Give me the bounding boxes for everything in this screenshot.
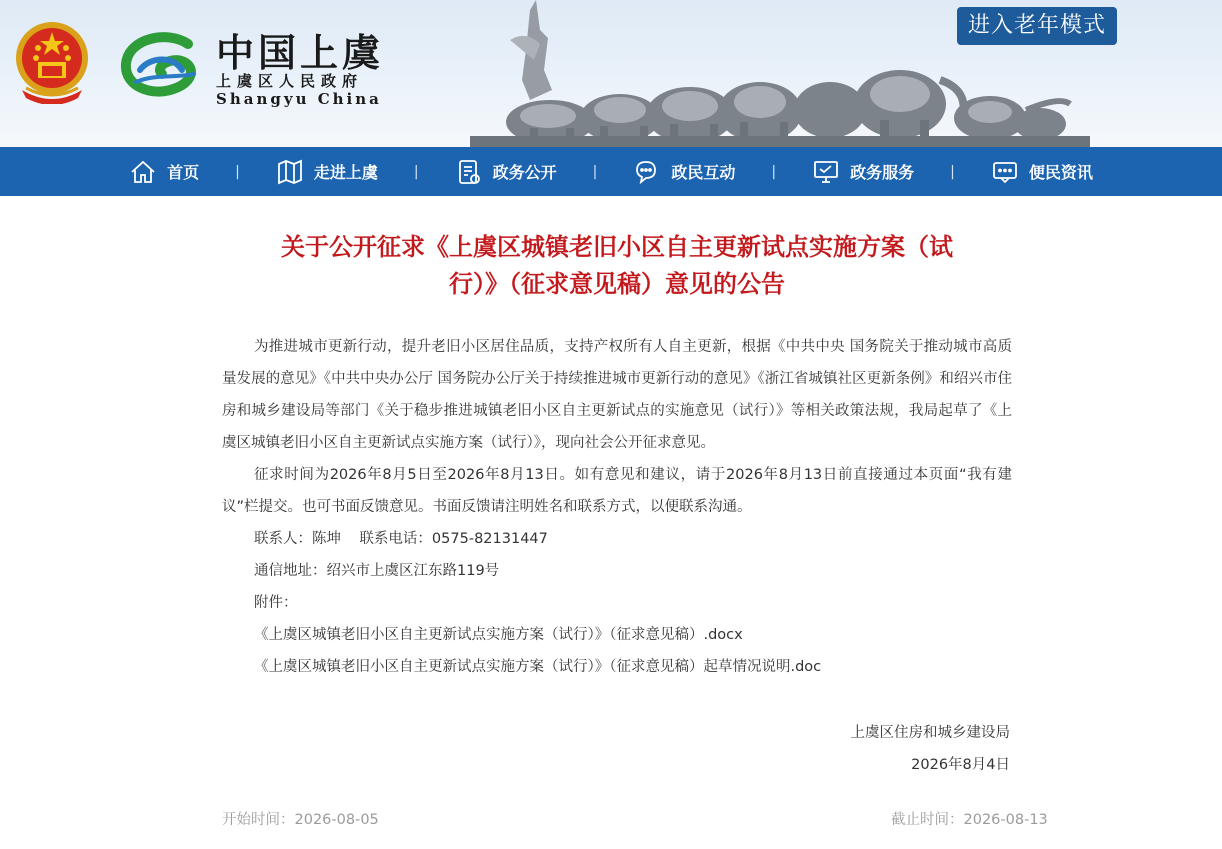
message-icon xyxy=(991,158,1019,186)
elder-mode-button[interactable]: 进入老年模式 xyxy=(957,7,1117,45)
brand-title: 中国上虞 xyxy=(216,30,385,75)
nav-item-label: 走进上虞 xyxy=(313,163,378,182)
attachments-label: 附件： xyxy=(254,595,298,611)
nav-item-label: 政民互动 xyxy=(671,163,736,182)
national-emblem-icon xyxy=(12,18,92,104)
end-time: 截止时间：2026-08-13 xyxy=(891,812,1048,828)
nav-item-gov-affairs-open[interactable] xyxy=(447,147,565,196)
attachment-link[interactable]: 《上虞区城镇老旧小区自主更新试点实施方案（试行）》（征求意见稿）起草情况说明.doc xyxy=(254,659,822,675)
article-title xyxy=(222,229,1012,303)
article xyxy=(222,196,1012,781)
address-info: 通信地址：绍兴市上虞区江东路119号 xyxy=(254,563,500,579)
nav-separator: | xyxy=(235,163,240,180)
home-icon xyxy=(129,158,157,186)
nav-separator: | xyxy=(413,163,419,180)
brand-subtitle: 上虞区人民政府 xyxy=(216,72,364,90)
nav-item-interaction[interactable] xyxy=(625,147,743,196)
attachment-link[interactable]: 《上虞区城镇老旧小区自主更新试点实施方案（试行）》（征求意见稿）.docx xyxy=(254,627,743,643)
brand-english: Shangyu China xyxy=(216,90,382,108)
map-icon xyxy=(276,158,304,186)
nav-item-label: 政务服务 xyxy=(850,163,915,182)
chat-icon xyxy=(633,158,661,186)
header-banner xyxy=(0,0,1222,147)
signature-org: 上虞区住房和城乡建设局 xyxy=(850,725,1010,741)
nav-separator: | xyxy=(592,163,598,180)
nav-item-gov-services[interactable] xyxy=(804,147,922,196)
document-icon xyxy=(455,158,483,186)
article-title-line2: 行）》（征求意见稿）意见的公告 xyxy=(449,270,785,298)
shangyu-logo-icon xyxy=(118,30,208,104)
signature-date: 2026年8月4日 xyxy=(911,757,1010,773)
nav-item-home[interactable] xyxy=(121,147,207,196)
start-time: 开始时间：2026-08-05 xyxy=(222,812,379,828)
monitor-icon xyxy=(812,158,840,186)
nav-item-label: 便民资讯 xyxy=(1028,163,1093,182)
contact-info: 联系人：陈坤 联系电话：0575-82131447 xyxy=(254,531,548,547)
nav-item-public-info[interactable] xyxy=(983,147,1101,196)
nav-item-about-shangyu[interactable] xyxy=(268,147,386,196)
article-body xyxy=(222,331,1012,781)
nav-separator: | xyxy=(771,163,777,180)
article-paragraph: 为推进城市更新行动，提升老旧小区居住品质，支持产权所有人自主更新，根据《中共中央 国务院关于推动城市高质量发展的意见》《中共中央办公厅 国务院办公厅关于持续推进城市更新行动的意见》《浙江省城镇社区更新条例》和绍兴市住房和城乡建设局等部门《关于稳步推进城镇老旧小区自主更新试点的实施意见（试行）》等相关政策法规，我局起草了《上虞区城镇老旧小区自主更新试点实施方案（试行）》，现向社会公开征求意见。 xyxy=(222,339,1012,451)
main-nav xyxy=(0,147,1222,196)
article-paragraph: 征求时间为2026年8月5日至2026年8月13日。如有意见和建议，请于2026年8月13日前直接通过本页面“我有建议”栏提交。也可书面反馈意见。书面反馈请注明姓名和联系方式，以便联系沟通。 xyxy=(222,467,1012,515)
article-title-line1: 关于公开征求《上虞区城镇老旧小区自主更新试点实施方案（试 xyxy=(281,233,953,261)
nav-item-label: 政务公开 xyxy=(492,163,557,182)
nav-item-label: 首页 xyxy=(167,163,200,182)
nav-separator: | xyxy=(950,163,955,180)
